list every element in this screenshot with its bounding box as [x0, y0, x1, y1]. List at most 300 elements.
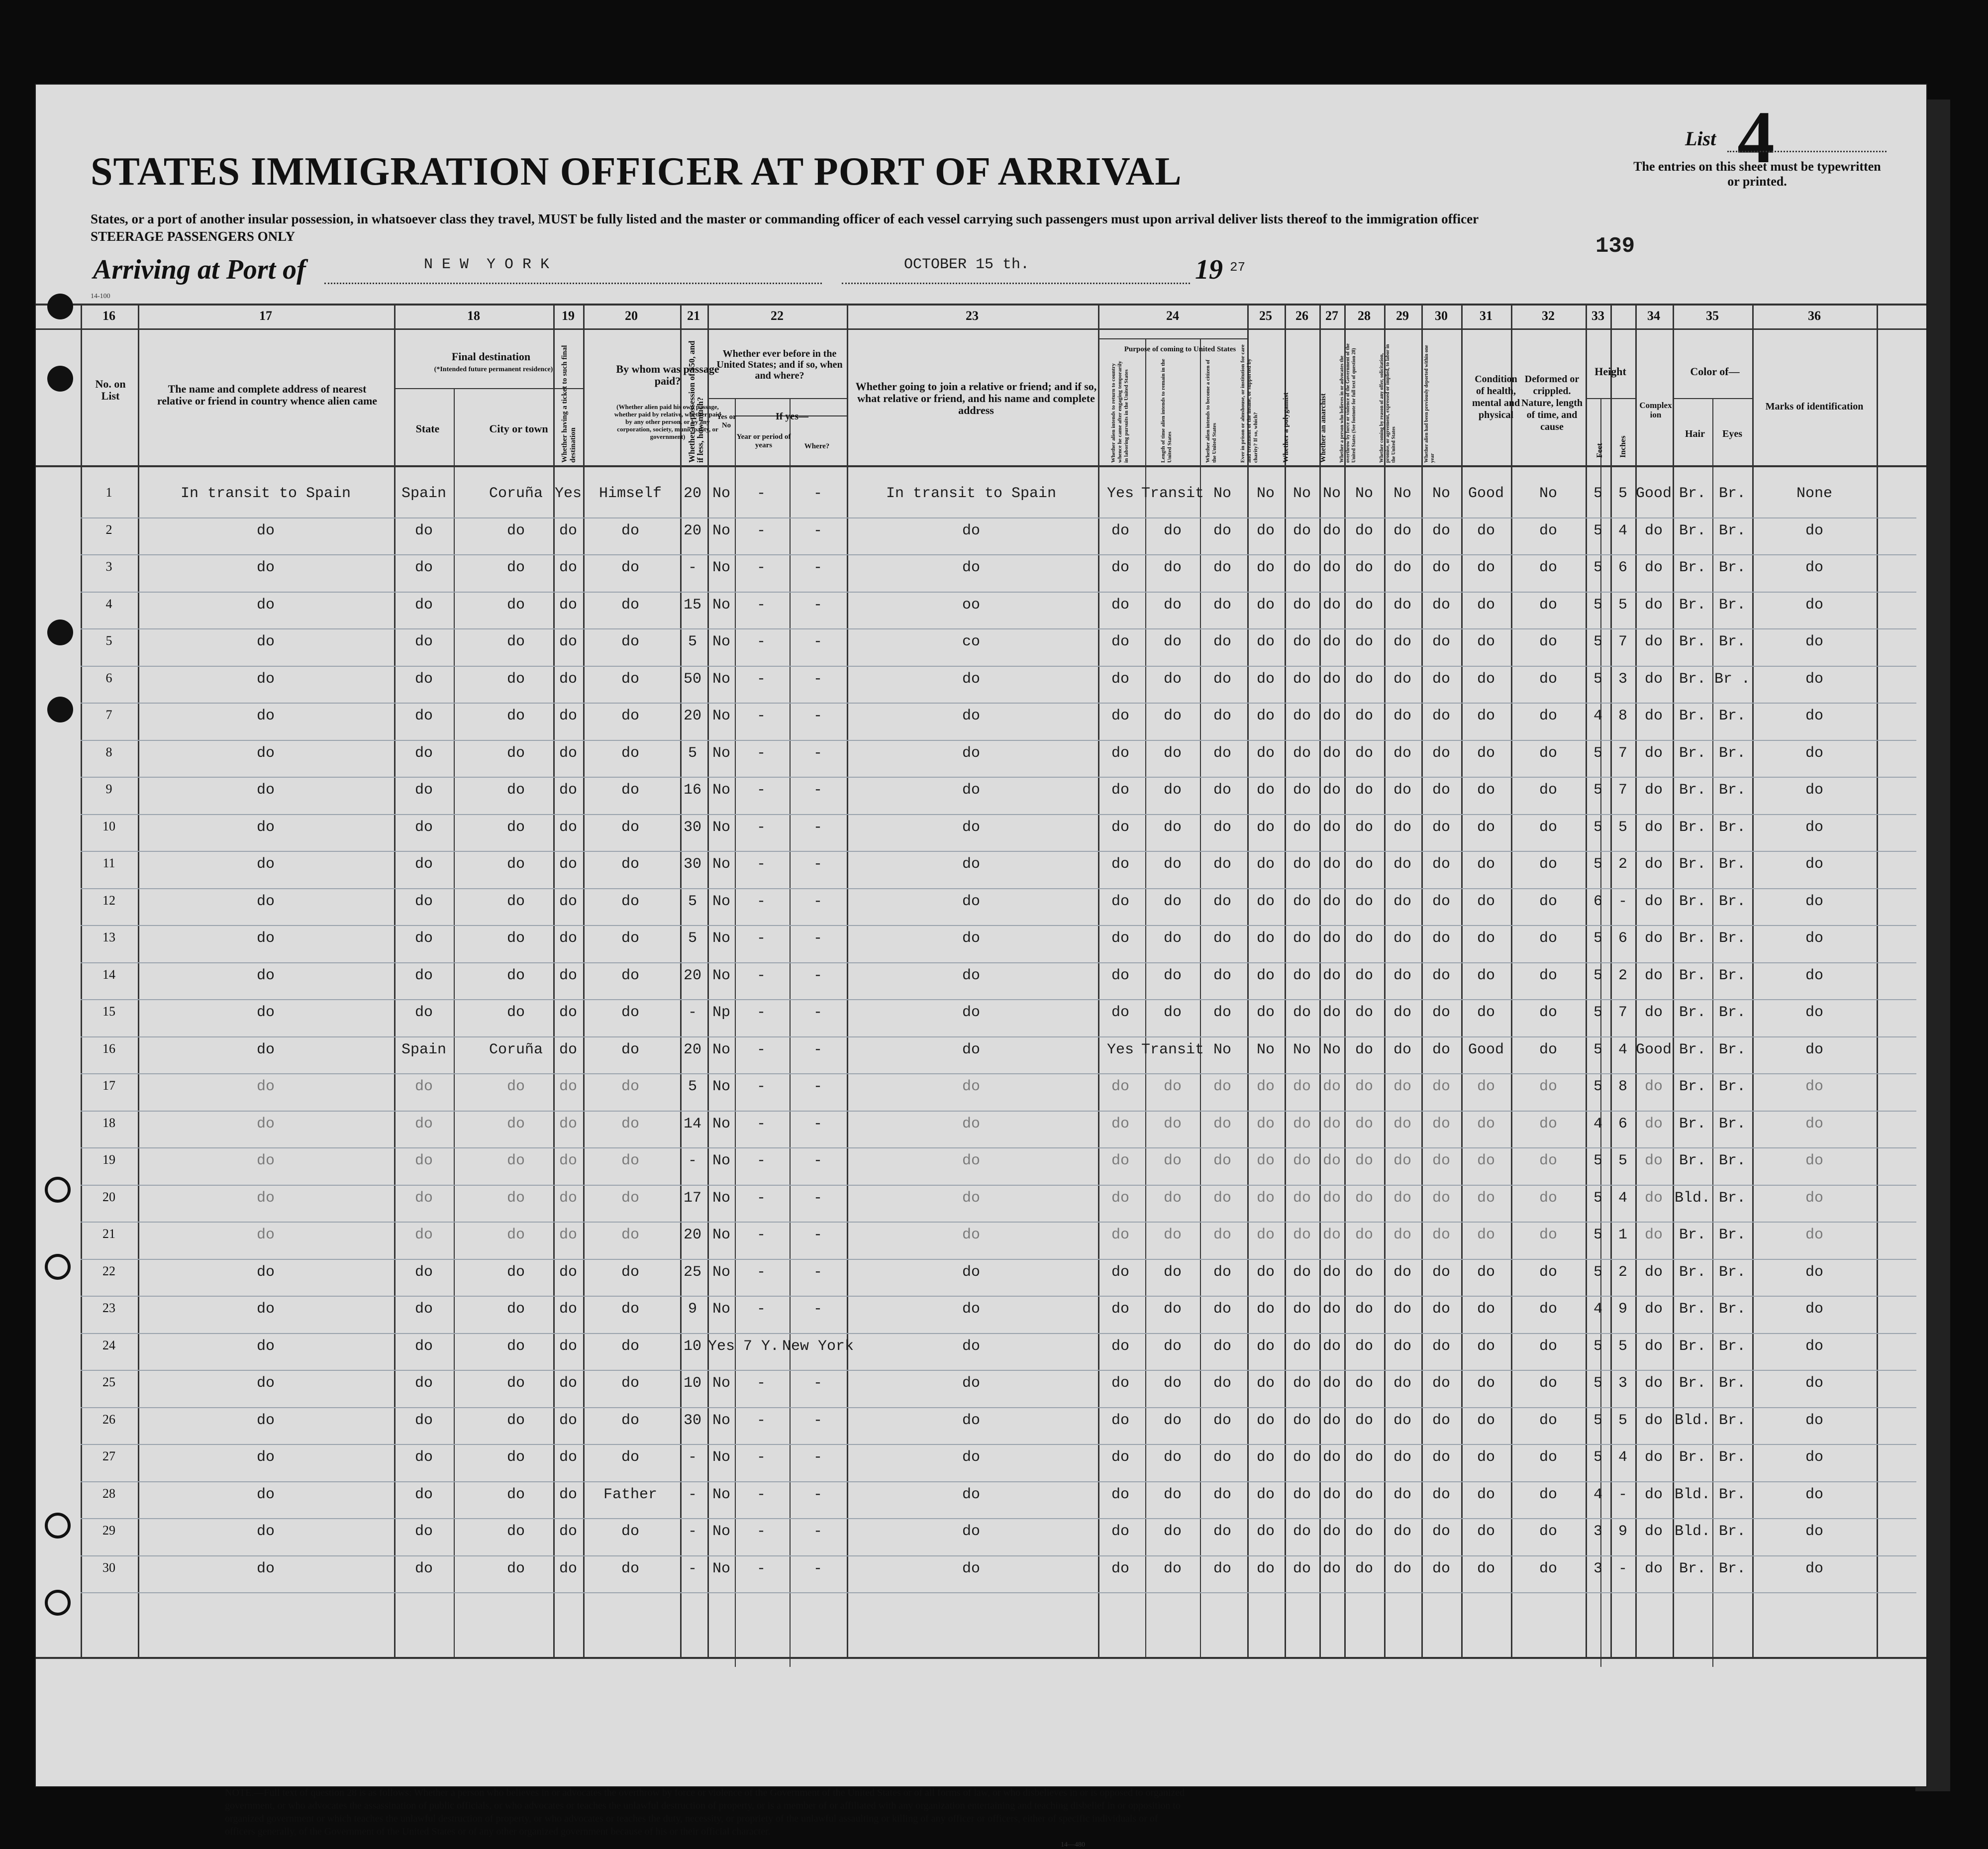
cell-passage-paid: do [621, 1078, 640, 1095]
cell-citizen-intent: do [1213, 1263, 1232, 1281]
cell-join-relative: oo [962, 596, 981, 614]
cell-ticket: do [559, 1115, 578, 1132]
hdr-c18-city: City or town [489, 422, 548, 435]
cell-passage-paid: do [621, 1449, 640, 1466]
cell-anarchist: do [1322, 1227, 1341, 1243]
cell-money: 50 [683, 670, 702, 688]
cell-q29: No [1393, 485, 1412, 502]
cell-marks: do [1805, 670, 1824, 688]
hdr-c20: By whom was passage paid? [616, 363, 719, 387]
cell-state: do [414, 1004, 433, 1021]
cell-before-where: New York [782, 1337, 854, 1355]
cell-passage-paid: do [621, 633, 640, 650]
cell-anarchist: do [1322, 1560, 1341, 1577]
cell-city: do [506, 1189, 525, 1207]
row-rule [81, 1481, 1916, 1482]
cell-marks: do [1805, 1375, 1824, 1392]
cell-ticket: do [559, 596, 578, 614]
row-number: 13 [102, 930, 115, 944]
cell-join-relative: do [962, 1560, 981, 1577]
cell-q29: do [1393, 1337, 1412, 1355]
cell-anarchist: do [1322, 1449, 1341, 1466]
cell-q28: do [1355, 708, 1374, 724]
cell-health: do [1477, 1337, 1495, 1355]
column-number: 29 [1396, 308, 1409, 323]
cell-relative-address: do [256, 893, 275, 910]
cell-q28: do [1355, 559, 1374, 576]
cell-ticket: do [559, 1189, 578, 1207]
cell-q28: do [1355, 1004, 1374, 1021]
hdr-c22-where: Where? [804, 442, 830, 450]
cell-height-inches: - [1618, 1486, 1628, 1503]
row-number: 5 [105, 633, 112, 648]
cell-polygamist: do [1292, 1227, 1311, 1243]
row-rule [81, 814, 1916, 815]
cell-polygamist: do [1292, 782, 1311, 799]
cell-citizen-intent: do [1213, 1189, 1232, 1207]
hdr-c35-eyes: Eyes [1722, 428, 1742, 439]
cell-return-intent: Yes [1106, 485, 1134, 502]
cell-height-inches: 7 [1618, 633, 1628, 650]
cell-before-yes-no: No [712, 1078, 731, 1095]
date-value: OCTOBER 15 th. [904, 256, 1030, 273]
hdr-c26: Whether a polygamist [1282, 392, 1290, 463]
row-rule [81, 592, 1916, 593]
cell-hair-color: Br. [1679, 1449, 1706, 1466]
cell-height-feet: 5 [1593, 522, 1603, 539]
cell-before-year: - [756, 967, 766, 984]
cell-state: do [414, 930, 433, 947]
cell-health: do [1477, 633, 1495, 650]
cell-eye-color: Br. [1718, 1375, 1746, 1392]
cell-hair-color: Bld. [1674, 1523, 1711, 1540]
binder-hole [47, 619, 73, 645]
port-value: N E W Y O R K [424, 256, 550, 273]
cell-prison: No [1256, 1041, 1275, 1058]
cell-relative-address: do [256, 1486, 275, 1503]
hdr-c27: Whether an anarchist [1319, 393, 1327, 463]
cell-join-relative: do [962, 559, 981, 576]
cell-eye-color: Br. [1718, 819, 1746, 836]
cell-polygamist: do [1292, 1263, 1311, 1281]
cell-q29: do [1393, 708, 1412, 724]
cell-prison: do [1256, 782, 1275, 799]
cell-join-relative: do [962, 708, 981, 724]
cell-relative-address: do [256, 708, 275, 724]
sub-column-divider [1145, 338, 1146, 1657]
cell-q29: do [1393, 1004, 1412, 1021]
cell-health: Good [1468, 1041, 1504, 1058]
cell-passage-paid: do [621, 559, 640, 576]
row-rule [81, 1333, 1916, 1334]
year-suffix: 27 [1230, 260, 1246, 275]
cell-polygamist: do [1292, 744, 1311, 762]
cell-q30: No [1432, 485, 1451, 502]
cell-city: do [506, 1449, 525, 1466]
cell-prison: do [1256, 596, 1275, 614]
cell-complexion: do [1644, 1078, 1663, 1095]
cell-city: do [506, 893, 525, 910]
cell-height-inches: 4 [1618, 1449, 1628, 1466]
cell-deformed: do [1539, 930, 1558, 947]
cell-hair-color: Br. [1679, 819, 1706, 836]
cell-before-where: - [813, 930, 823, 947]
cell-marks: do [1805, 1449, 1824, 1466]
column-divider [394, 304, 396, 1657]
cell-q29: do [1393, 1449, 1412, 1466]
cell-return-intent: do [1111, 670, 1130, 688]
cell-before-year: - [756, 819, 766, 836]
cell-citizen-intent: do [1213, 930, 1232, 947]
cell-before-yes-no: Yes [707, 1337, 735, 1355]
cell-deformed: do [1539, 1412, 1558, 1429]
row-rule [81, 1222, 1916, 1223]
list-number: 4 [1737, 96, 1775, 179]
cell-height-feet: 5 [1593, 967, 1603, 984]
cell-state: do [414, 744, 433, 762]
cell-before-year: - [756, 893, 766, 910]
cell-q29: do [1393, 856, 1412, 873]
cell-return-intent: do [1111, 893, 1130, 910]
cell-prison: do [1256, 744, 1275, 762]
sub-column-divider [1712, 398, 1713, 1667]
cell-citizen-intent: do [1213, 1004, 1232, 1021]
cell-citizen-intent: No [1213, 485, 1232, 502]
cell-stay-length: do [1163, 1115, 1182, 1132]
cell-eye-color: Br. [1718, 967, 1746, 984]
column-divider [1877, 304, 1878, 1657]
cell-passage-paid: do [621, 1227, 640, 1243]
cell-anarchist: do [1322, 1486, 1341, 1503]
cell-city: do [506, 1004, 525, 1021]
cell-hair-color: Br. [1679, 967, 1706, 984]
cell-height-inches: 5 [1618, 1337, 1628, 1355]
cell-eye-color: Br. [1718, 559, 1746, 576]
cell-eye-color: Br. [1718, 930, 1746, 947]
cell-anarchist: do [1322, 1375, 1341, 1392]
cell-prison: do [1256, 633, 1275, 650]
cell-money: 20 [683, 1227, 702, 1243]
cell-q30: do [1432, 559, 1451, 576]
cell-marks: do [1805, 782, 1824, 799]
cell-height-feet: 4 [1593, 708, 1603, 724]
row-number: 21 [102, 1227, 115, 1241]
cell-marks: do [1805, 1337, 1824, 1355]
cell-anarchist: do [1322, 744, 1341, 762]
cell-before-year: - [756, 1412, 766, 1429]
cell-complexion: do [1644, 967, 1663, 984]
cell-relative-address: do [256, 1078, 275, 1095]
cell-before-yes-no: No [712, 670, 731, 688]
cell-hair-color: Br. [1679, 1078, 1706, 1095]
cell-prison: do [1256, 1523, 1275, 1540]
cell-state: do [414, 782, 433, 799]
hdr-c35-hair: Hair [1685, 428, 1705, 439]
sub-column-divider [454, 388, 455, 1657]
cell-city: do [506, 819, 525, 836]
cell-ticket: do [559, 1449, 578, 1466]
row-number: 2 [105, 522, 112, 537]
cell-stay-length: do [1163, 1523, 1182, 1540]
cell-prison: No [1256, 485, 1275, 502]
cell-height-feet: 5 [1593, 1412, 1603, 1429]
cell-health: do [1477, 1004, 1495, 1021]
cell-complexion: do [1644, 633, 1663, 650]
row-rule [81, 1147, 1916, 1148]
column-number: 31 [1480, 308, 1492, 323]
cell-ticket: do [559, 782, 578, 799]
cell-money: 20 [683, 967, 702, 984]
cell-stay-length: do [1163, 708, 1182, 724]
cell-height-feet: 5 [1593, 1337, 1603, 1355]
cell-before-where: - [813, 1449, 823, 1466]
row-rule [81, 851, 1916, 852]
cell-health: do [1477, 856, 1495, 873]
cell-state: do [414, 1227, 433, 1243]
cell-polygamist: do [1292, 1152, 1311, 1169]
cell-city: do [506, 522, 525, 539]
cell-height-feet: 5 [1593, 485, 1603, 502]
hdr-c29: Whether coming by reason of any offer, solicitation, promise, or agreement, expressed or implied, to labor in the United States [1379, 344, 1396, 463]
cell-deformed: do [1539, 1375, 1558, 1392]
cell-join-relative: do [962, 1078, 981, 1095]
cell-marks: do [1805, 744, 1824, 762]
cell-passage-paid: do [621, 1412, 640, 1429]
cell-stay-length: do [1163, 1078, 1182, 1095]
cell-eye-color: Br. [1718, 744, 1746, 762]
cell-state: do [414, 1412, 433, 1429]
cell-deformed: do [1539, 1337, 1558, 1355]
cell-stay-length: do [1163, 744, 1182, 762]
cell-q29: do [1393, 1152, 1412, 1169]
cell-relative-address: do [256, 1189, 275, 1207]
cell-height-feet: 5 [1593, 1189, 1603, 1207]
cell-complexion: do [1644, 559, 1663, 576]
row-number: 14 [102, 967, 115, 982]
cell-citizen-intent: do [1213, 1152, 1232, 1169]
table-top-border [36, 304, 1926, 306]
cell-q30: do [1432, 1227, 1451, 1243]
cell-complexion: do [1644, 893, 1663, 910]
cell-stay-length: do [1163, 1189, 1182, 1207]
column-divider [1752, 304, 1754, 1657]
cell-before-yes-no: No [712, 782, 731, 799]
cell-anarchist: do [1322, 819, 1341, 836]
cell-prison: do [1256, 522, 1275, 539]
cell-city: do [506, 856, 525, 873]
cell-health: do [1477, 559, 1495, 576]
cell-q29: do [1393, 633, 1412, 650]
cell-hair-color: Br. [1679, 782, 1706, 799]
list-underline [1727, 149, 1887, 152]
cell-before-where: - [813, 596, 823, 614]
cell-complexion: do [1644, 930, 1663, 947]
cell-hair-color: Br. [1679, 1375, 1706, 1392]
cell-passage-paid: do [621, 670, 640, 688]
cell-height-inches: 6 [1618, 1115, 1628, 1132]
port-underline [324, 281, 822, 284]
cell-anarchist: do [1322, 596, 1341, 614]
cell-city: do [506, 782, 525, 799]
cell-relative-address: do [256, 1041, 275, 1058]
cell-q29: do [1393, 670, 1412, 688]
cell-before-yes-no: No [712, 744, 731, 762]
cell-before-where: - [813, 856, 823, 873]
cell-complexion: do [1644, 819, 1663, 836]
cell-passage-paid: do [621, 1375, 640, 1392]
cell-q30: do [1432, 1486, 1451, 1503]
cell-before-where: - [813, 1486, 823, 1503]
column-divider [1384, 304, 1386, 1657]
cell-state: do [414, 670, 433, 688]
cell-state: do [414, 856, 433, 873]
cell-prison: do [1256, 1004, 1275, 1021]
cell-relative-address: do [256, 670, 275, 688]
cell-before-year: - [756, 856, 766, 873]
cell-money: - [688, 559, 697, 576]
cell-complexion: do [1644, 1004, 1663, 1021]
cell-relative-address: do [256, 1412, 275, 1429]
cell-height-inches: - [1618, 1560, 1628, 1577]
cell-eye-color: Br. [1718, 1189, 1746, 1207]
cell-money: - [688, 1449, 697, 1466]
date-underline [842, 281, 1190, 284]
cell-q28: do [1355, 1560, 1374, 1577]
cell-q30: do [1432, 1523, 1451, 1540]
row-rule [81, 1555, 1916, 1556]
cell-city: do [506, 1078, 525, 1095]
cell-marks: do [1805, 596, 1824, 614]
cell-q30: do [1432, 744, 1451, 762]
cell-marks: do [1805, 893, 1824, 910]
row-number: 25 [102, 1375, 115, 1389]
cell-deformed: do [1539, 1115, 1558, 1132]
cell-q28: do [1355, 1337, 1374, 1355]
row-rule [81, 628, 1916, 629]
cell-ticket: do [559, 559, 578, 576]
row-number: 6 [105, 670, 112, 685]
column-divider [1673, 304, 1674, 1657]
binder-hole [45, 1513, 71, 1539]
cell-state: do [414, 1337, 433, 1355]
cell-prison: do [1256, 1449, 1275, 1466]
row-number: 8 [105, 744, 112, 759]
cell-stay-length: do [1163, 782, 1182, 799]
row-number: 29 [102, 1523, 115, 1538]
column-number: 34 [1647, 308, 1660, 323]
cell-complexion: do [1644, 744, 1663, 762]
cell-prison: do [1256, 670, 1275, 688]
hdr-c24c: Whether alien intends to become a citizen of the United States [1205, 359, 1217, 463]
cell-q29: do [1393, 596, 1412, 614]
cell-complexion: do [1644, 1412, 1663, 1429]
cell-city: do [506, 559, 525, 576]
cell-city: Coruña [489, 1041, 543, 1058]
header-sub-divider [1586, 398, 1635, 399]
hdr-c31: Condition of health, mental and physical [1472, 374, 1520, 420]
cell-prison: do [1256, 708, 1275, 724]
cell-stay-length: do [1163, 819, 1182, 836]
cell-q29: do [1393, 1523, 1412, 1540]
cell-stay-length: Transit [1141, 1041, 1204, 1058]
cell-prison: do [1256, 1115, 1275, 1132]
cell-before-yes-no: No [712, 522, 731, 539]
cell-polygamist: do [1292, 1189, 1311, 1207]
cell-q29: do [1393, 819, 1412, 836]
cell-before-yes-no: No [712, 1523, 731, 1540]
cell-eye-color: Br. [1718, 782, 1746, 799]
cell-hair-color: Bld. [1674, 1189, 1711, 1207]
cell-relative-address: do [256, 633, 275, 650]
cell-anarchist: do [1322, 1115, 1341, 1132]
column-number: 17 [259, 308, 272, 323]
cell-before-yes-no: No [712, 1152, 731, 1169]
cell-before-where: - [813, 1152, 823, 1169]
cell-q30: do [1432, 967, 1451, 984]
cell-health: do [1477, 893, 1495, 910]
cell-q28: do [1355, 1189, 1374, 1207]
cell-hair-color: Br. [1679, 856, 1706, 873]
cell-deformed: do [1539, 856, 1558, 873]
cell-stay-length: do [1163, 1337, 1182, 1355]
cell-height-inches: 5 [1618, 819, 1628, 836]
cell-ticket: do [559, 1301, 578, 1318]
cell-before-year: - [756, 1189, 766, 1207]
column-divider [81, 304, 82, 1657]
cell-anarchist: do [1322, 1412, 1341, 1429]
cell-anarchist: do [1322, 522, 1341, 539]
row-number: 19 [102, 1152, 115, 1167]
cell-height-inches: 6 [1618, 930, 1628, 947]
cell-height-inches: 5 [1618, 1152, 1628, 1169]
cell-polygamist: do [1292, 1337, 1311, 1355]
cell-eye-color: Br. [1718, 485, 1746, 502]
cell-passage-paid: Father [603, 1486, 658, 1503]
cell-health: do [1477, 708, 1495, 724]
column-number: 16 [102, 308, 115, 323]
row-number: 27 [102, 1449, 115, 1463]
cell-complexion: do [1644, 522, 1663, 539]
cell-return-intent: do [1111, 1560, 1130, 1577]
cell-q28: do [1355, 522, 1374, 539]
form-code: 14-100 [91, 293, 110, 300]
cell-citizen-intent: No [1213, 1041, 1232, 1058]
cell-join-relative: do [962, 1227, 981, 1243]
row-number: 24 [102, 1337, 115, 1352]
page-number: 139 [1595, 234, 1635, 259]
cell-state: Spain [401, 485, 447, 502]
cell-marks: do [1805, 1078, 1824, 1095]
cell-ticket: do [559, 930, 578, 947]
cell-hair-color: Br. [1679, 930, 1706, 947]
hdr-c35: Color of— [1690, 365, 1740, 378]
hdr-c24b: Length of time alien intends to remain in the United States [1160, 359, 1173, 463]
cell-before-yes-no: No [712, 633, 731, 650]
cell-join-relative: do [962, 1189, 981, 1207]
cell-passage-paid: do [621, 1152, 640, 1169]
cell-before-yes-no: No [712, 856, 731, 873]
cell-polygamist: do [1292, 633, 1311, 650]
cell-health: do [1477, 1189, 1495, 1207]
cell-citizen-intent: do [1213, 596, 1232, 614]
cell-q28: do [1355, 1152, 1374, 1169]
cell-citizen-intent: do [1213, 1227, 1232, 1243]
cell-height-inches: 9 [1618, 1301, 1628, 1318]
binder-hole [45, 1254, 71, 1280]
cell-before-year: - [756, 1263, 766, 1281]
cell-anarchist: do [1322, 930, 1341, 947]
cell-join-relative: do [962, 782, 981, 799]
